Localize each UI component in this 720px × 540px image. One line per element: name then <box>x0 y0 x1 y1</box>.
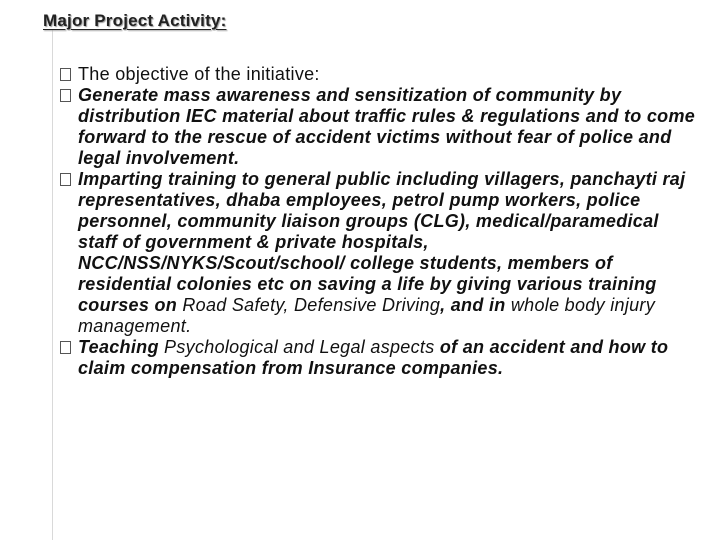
bullet-text: of an accident and how to claim compensation from Insurance companies. <box>78 337 669 378</box>
bullet-text: Generate mass awareness and sensitization of community by distribution IEC material about traffic rules & regulations and to come forward to the rescue of accident victims without fear of police and legal involvement. <box>78 85 696 168</box>
bullet-text-italic: Road Safety, Defensive Driving <box>182 295 441 315</box>
bullet-text-italic: Psychological and Legal aspects <box>164 337 440 357</box>
bullet-text: Teaching <box>78 337 165 357</box>
bullet-imparting-training <box>60 169 696 337</box>
bullet-text: The objective of the initiative: <box>78 64 320 84</box>
bullet-text-italic: whole body injury management. <box>78 295 656 336</box>
bullet-list <box>60 64 696 379</box>
bullet-box-icon <box>60 89 71 102</box>
bullet-text: Imparting training to general public including villagers, panchayti raj representatives, dhaba employees, petrol pump workers, police personnel, community liaison groups (CLG), medical/paramedical staff of government & private hospitals, NCC/NSS/NYKS/Scout/school/ college students, members of residential colonies etc on saving a life by giving various training courses on <box>78 169 686 315</box>
bullet-box-icon <box>60 68 71 81</box>
bullet-box-icon <box>60 173 71 186</box>
left-rule <box>52 30 53 540</box>
page-title: Major Project Activity: <box>43 11 227 30</box>
bullet-objective <box>60 64 696 85</box>
bullet-text: , and in <box>440 295 511 315</box>
bullet-generate-awareness <box>60 85 696 169</box>
bullet-box-icon <box>60 341 71 354</box>
bullet-teaching <box>60 337 696 379</box>
